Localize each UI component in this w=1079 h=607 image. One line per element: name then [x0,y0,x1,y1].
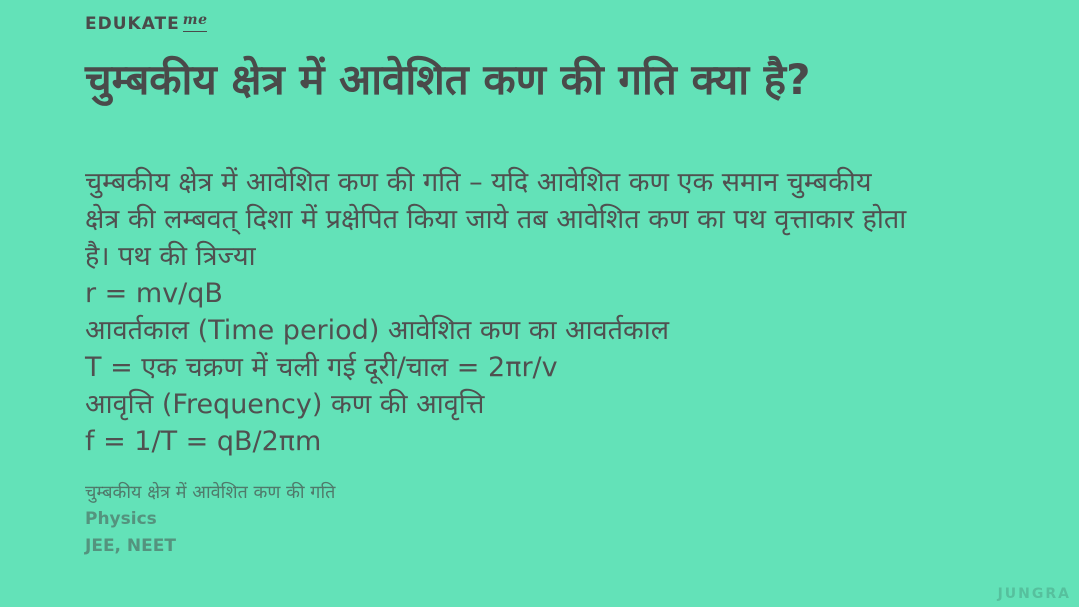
body-line: क्षेत्र की लम्बवत् दिशा में प्रक्षेपित किया जाये तब आवेशित कण का पथ वृत्ताकार होता [85,204,907,235]
brand-name: EDUKATE [85,14,180,34]
body-line-formula-time-period: T = एक चक्रण में चली गई दूरी/चाल = 2πr/v [85,352,558,383]
body-line: है। पथ की त्रिज्या [85,241,256,272]
footer-subject: Physics [85,509,157,529]
article-body [85,164,990,460]
page-title: चुम्बकीय क्षेत्र में आवेशित कण की गति क्या है? [85,55,811,104]
brand-suffix: me [183,10,208,32]
body-line-formula-radius: r = mv/qB [85,278,223,309]
body-line-formula-frequency: f = 1/T = qB/2πm [85,426,322,457]
footer-topic: चुम्बकीय क्षेत्र में आवेशित कण की गति [85,482,336,503]
brand-logo [85,14,207,36]
body-line: चुम्बकीय क्षेत्र में आवेशित कण की गति – यदि आवेशित कण एक समान चुम्बकीय [85,167,872,198]
footer [85,479,994,560]
watermark: JUNGRA [997,586,1071,602]
footer-exams: JEE, NEET [85,536,176,556]
body-line: आवृत्ति (Frequency) कण की आवृत्ति [85,389,485,420]
body-line: आवर्तकाल (Time period) आवेशित कण का आवर्तकाल [85,315,670,346]
